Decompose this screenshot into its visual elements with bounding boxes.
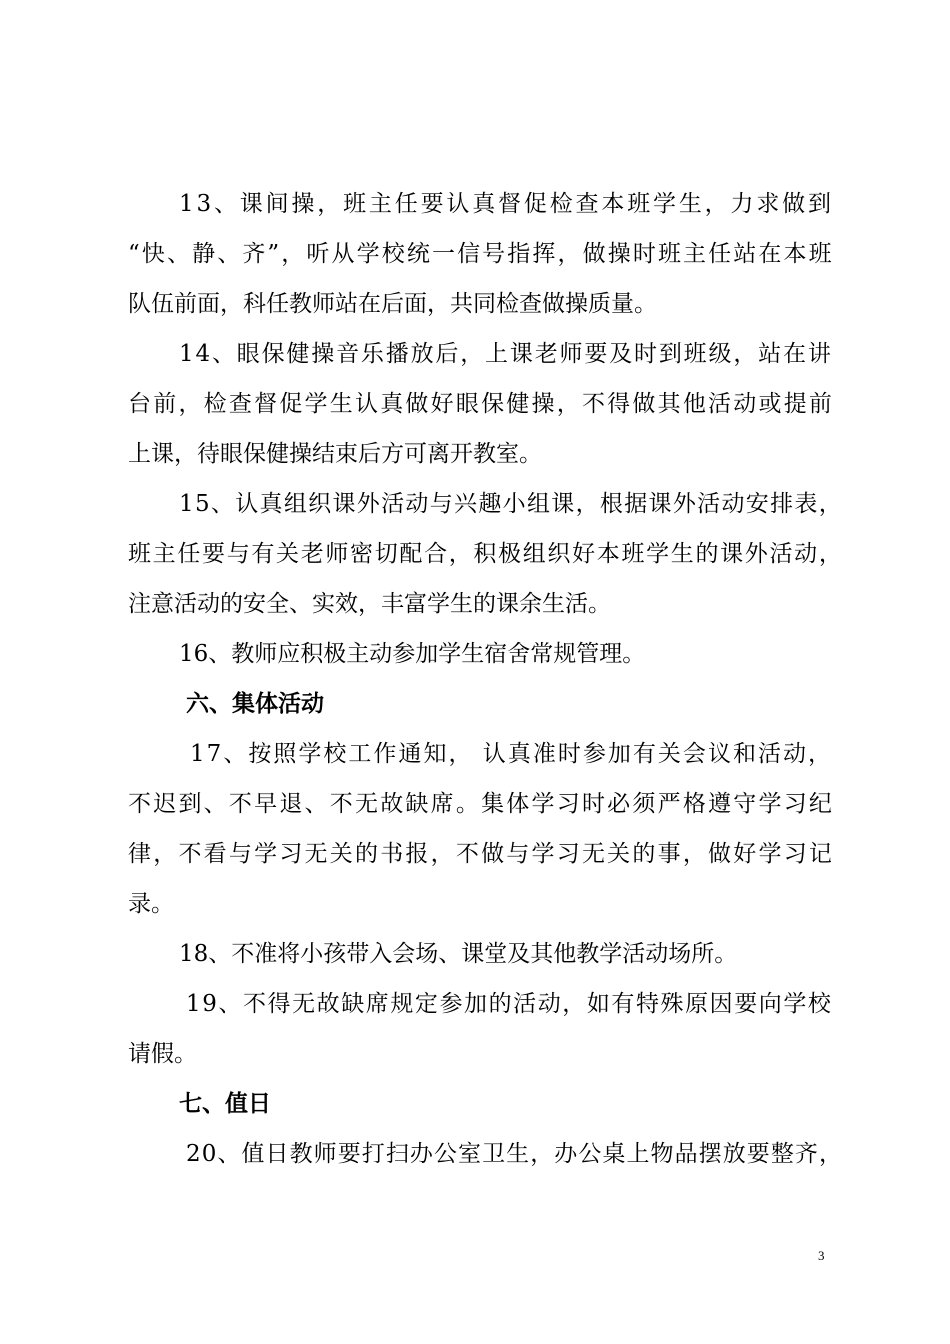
- paragraph-17-line-2: 不 迟 到 、 不 早 退 、 不 无 故 缺 席 。 集 体 学 习 时 必 须 严 格 遵 守 学 习 纪: [128, 791, 832, 817]
- paragraph-17-line-4: 录。: [128, 891, 174, 917]
- paragraph-17-line-1: 1 7 、 按 照 学 校 工 作 通 知 ， 认 真 准 时 参 加 有 关 会 议 和 活 动 ，: [190, 741, 831, 767]
- paragraph-13-line-1: 1 3 、 课 间 操 ， 班 主 任 要 认 真 督 促 检 查 本 班 学 生 ， 力 求 做 到: [179, 191, 831, 217]
- paragraph-13-line-3: 队伍前面，科任教师站在后面，共同检查做操质量。: [128, 291, 657, 317]
- paragraph-14-line-1: 1 4 、 眼 保 健 操 音 乐 播 放 后 ， 上 课 老 师 要 及 时 到 班 级 ， 站 在 讲: [179, 341, 831, 367]
- paragraph-15-line-1: 1 5 、 认 真 组 织 课 外 活 动 与 兴 趣 小 组 课 ， 根 据 课 外 活 动 安 排 表 ，: [179, 491, 842, 517]
- paragraph-14-line-2: 台 前 ， 检 查 督 促 学 生 认 真 做 好 眼 保 健 操 ， 不 得 做 其 他 活 动 或 提 前: [128, 391, 832, 417]
- paragraph-19-line-1: 1 9 、 不 得 无 故 缺 席 规 定 参 加 的 活 动 ， 如 有 特 殊 原 因 要 向 学 校: [186, 991, 831, 1017]
- paragraph-20-line-1: 2 0 、 值 日 教 师 要 打 扫 办 公 室 卫 生 ， 办 公 桌 上 物 品 摆 放 要 整 齐 ，: [186, 1141, 842, 1167]
- section-7-heading: 七、值日: [179, 1091, 271, 1117]
- paragraph-15-line-2: 班 主 任 要 与 有 关 老 师 密 切 配 合 ， 积 极 组 织 好 本 班 学 生 的 课 外 活 动 ，: [128, 541, 842, 567]
- paragraph-15-line-3: 注意活动的安全、实效，丰富学生的课余生活。: [128, 591, 611, 617]
- paragraph-14-line-3: 上课，待眼保健操结束后方可离开教室。: [128, 441, 542, 467]
- paragraph-18-line-1: 18、不准将小孩带入会场、课堂及其他教学活动场所。: [179, 941, 738, 967]
- paragraph-16-line-1: 16、教师应积极主动参加学生宿舍常规管理。: [179, 641, 646, 667]
- paragraph-19-line-2: 请假。: [128, 1041, 197, 1067]
- paragraph-17-line-3: 律 ， 不 看 与 学 习 无 关 的 书 报 ， 不 做 与 学 习 无 关 的 事 ， 做 好 学 习 记: [128, 841, 832, 867]
- page-number: 3: [818, 1248, 825, 1263]
- section-6-heading: 六、集体活动: [186, 691, 324, 717]
- paragraph-13-line-2: “ 快 、 静 、 齐 ” ， 听 从 学 校 统 一 信 号 指 挥 ， 做 操 时 班 主 任 站 在 本 班: [128, 241, 832, 267]
